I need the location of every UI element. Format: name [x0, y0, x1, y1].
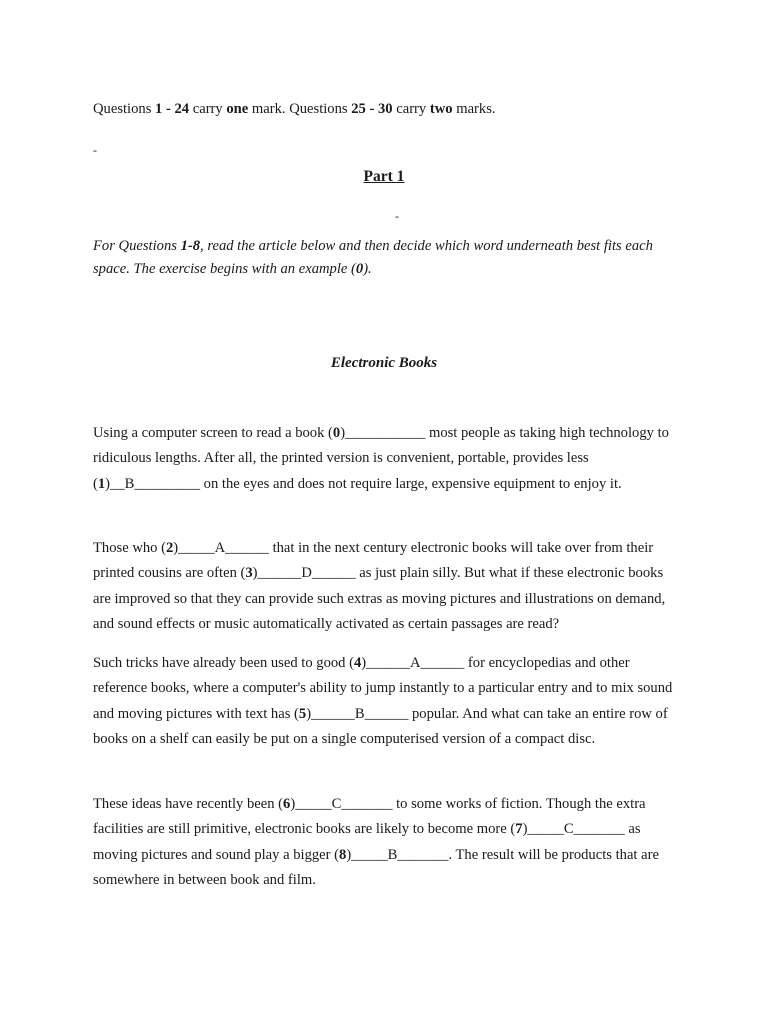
- paragraph-text: )_____B_______. The result will be products that are somewhere in between book and film.: [93, 846, 659, 888]
- article-paragraph: [93, 536, 683, 637]
- part-title: Part 1: [363, 168, 405, 185]
- question-number: 1: [97, 475, 106, 492]
- paragraph-text: )_____A______ that in the next century electronic books will take over from their printed cousins are often (: [93, 540, 654, 582]
- question-number: 8: [339, 846, 347, 863]
- instructions-text: , read the article below and then decide which word underneath best fits each space. The exercise begins with an example (: [93, 238, 653, 277]
- stray-mark: -: [395, 209, 399, 223]
- instructions-question-range: 1-8: [180, 238, 201, 254]
- question-number: 3: [245, 565, 253, 582]
- intro-text: carry: [392, 101, 430, 117]
- intro-bold-range: 25 - 30: [351, 101, 393, 117]
- question-number: 5: [298, 705, 307, 722]
- instructions-text: ).: [363, 261, 372, 277]
- marking-scheme-note: [93, 101, 683, 118]
- stray-mark: -: [93, 143, 97, 157]
- intro-bold-word: two: [429, 101, 453, 117]
- article-paragraph: [93, 421, 683, 497]
- intro-text: carry: [189, 101, 227, 117]
- instructions: [93, 235, 683, 281]
- question-number: 4: [354, 655, 362, 671]
- paragraph-text: )__B_________ on the eyes and does not require large, expensive equipment to enjoy it.: [105, 475, 622, 492]
- intro-text: Questions: [93, 101, 156, 117]
- paragraph-text: )_____C_______ to some works of fiction. Though the extra facilities are still primitive, electronic books are likely to become more (: [93, 796, 646, 838]
- instructions-example-number: 0: [355, 261, 364, 277]
- intro-text: mark. Questions: [248, 101, 352, 117]
- paragraph-text: Using a computer screen to read a book (: [93, 425, 333, 441]
- paragraph-text: )______D______ as just plain silly. But what if these electronic books are improved so that they can provide such extras as moving pictures and illustrations on demand, and sound effects or music automatically activated as certain passages are read?: [93, 565, 666, 632]
- paragraph-text: )___________ most people as taking high technology to ridiculous lengths. After all, the printed version is convenient, portable, provides less (: [93, 425, 669, 492]
- intro-bold-word: one: [226, 101, 249, 117]
- intro-bold-range: 1 - 24: [155, 101, 190, 117]
- paragraph-text: These ideas have recently been (: [93, 796, 284, 812]
- question-number: 2: [165, 540, 174, 556]
- question-number: 0: [332, 425, 341, 441]
- intro-text: marks.: [452, 101, 496, 117]
- instructions-text: For Questions: [93, 238, 181, 254]
- paragraph-text: Those who (: [93, 540, 166, 556]
- article-title: Electronic Books: [330, 355, 438, 371]
- paragraph-text: )_____C_______ as moving pictures and sound play a bigger (: [93, 821, 641, 863]
- question-number: 6: [283, 796, 291, 812]
- article-paragraph: [93, 792, 683, 893]
- paragraph-text: )______A______ for encyclopedias and other reference books, where a computer's ability to jump instantly to a particular entry and to mix sound and moving pictures with text has (: [93, 655, 673, 722]
- paragraph-text: Such tricks have already been used to good (: [93, 655, 354, 671]
- article-paragraph: [93, 651, 683, 752]
- question-number: 7: [515, 821, 523, 838]
- paragraph-text: )______B______ popular. And what can take an entire row of books on a shelf can easily be put on a single computerised version of a compact disc.: [93, 705, 668, 747]
